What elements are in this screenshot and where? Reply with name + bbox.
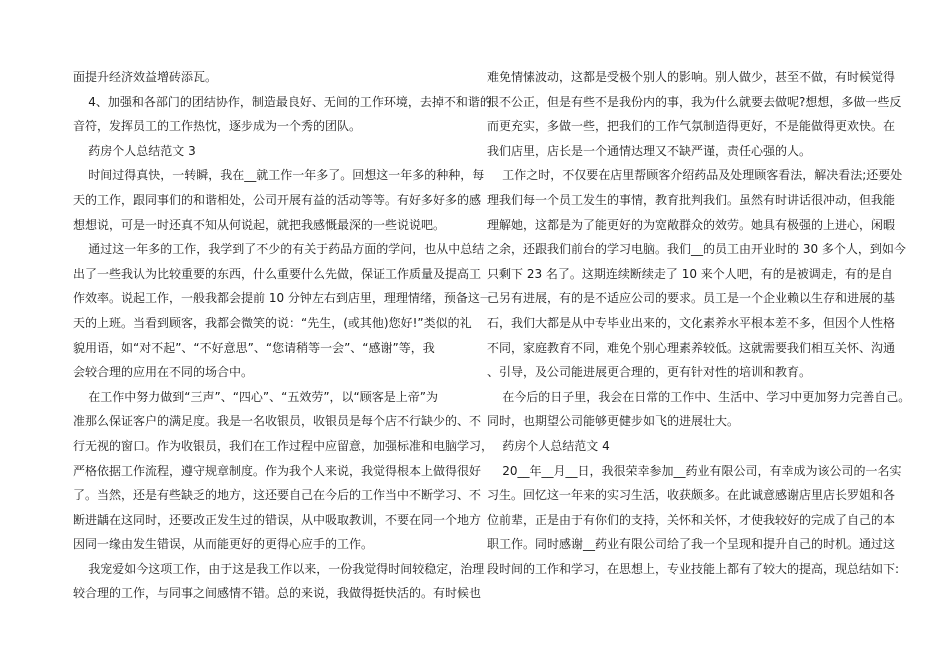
text-line: 准那么保证客户的满足度。我是一名收银员，收银员是每个店不行缺少的、不 — [73, 414, 482, 429]
text-line: 了。当然，还是有些缺乏的地方，这还要自己在今后的工作当中不断学习、不 — [73, 488, 482, 503]
text-line: 20__年__月__日，我很荣幸参加__药业有限公司，有幸成为该公司的一名实 — [487, 463, 902, 478]
text-line: 会较合理的应用在不同的场合中。 — [73, 365, 254, 380]
text-line: 之余，还跟我们前台的学习电脑。我们__的员工由开业时的 30 多个人，到如今 — [487, 242, 906, 257]
text-line: 在工作中努力做到“三声”、“四心”、“五效劳”，以“顾客是上帝”为 — [73, 389, 438, 404]
text-line: 同时，也期望公司能够更健步如飞的进展壮大。 — [487, 414, 740, 429]
text-line: 习生。回忆这一年来的实习生活，收获颇多。在此诚意感谢店里店长罗姐和各 — [487, 488, 896, 503]
text-line: 工作之时，不仅要在店里帮顾客介绍药品及处理顾客看法，解决看法;还要处 — [487, 168, 903, 183]
text-line: 己另有进展，有的是不适应公司的要求。员工是一个企业赖以生存和进展的基 — [487, 291, 896, 306]
left-text-column — [73, 65, 494, 606]
text-line: 不同，家庭教育不同，难免个别心理素养较低。这就需要我们相互关怀、沟通 — [487, 340, 896, 355]
text-line: 音符，发挥员工的工作热忱，逐步成为一个秀的团队。 — [73, 119, 362, 134]
text-line: 在今后的日子里，我会在日常的工作中、生活中、学习中更加努力完善自己。 — [487, 389, 911, 404]
text-line: 面提升经济效益增砖添瓦。 — [73, 70, 218, 84]
text-line: 只剩下 23 名了。这期连续断续走了 10 来个人吧，有的是被调走，有的是自 — [487, 266, 893, 281]
text-line: 药房个人总结范文 3 — [73, 143, 196, 158]
text-line: 很不公正，但是有些不是我份内的事，我为什么就要去做呢?想想，多做一些反 — [487, 94, 902, 109]
text-line: 想想说，可是一时还真不知从何说起，就把我感慨最深的一些说说吧。 — [73, 217, 446, 232]
text-line: 断进龋在这同时，还要改正发生过的错误，从中吸取教训，不要在同一个地方 — [73, 512, 482, 527]
text-line: 出了一些我认为比较重要的东西，什么重要什么先做，保证工作质量及提高工 — [73, 266, 482, 281]
text-line: 天的上班。当看到顾客，我都会微笑的说：“先生，(或其他)您好!”类似的礼 — [73, 315, 472, 330]
text-line: 作效率。说起工作，一般我都会提前 10 分钟左右到店里，理理情绪，预备这一 — [73, 291, 492, 306]
text-line: 严格依据工作流程，遵守规章制度。作为我个人来说，我觉得根本上做得很好 — [73, 463, 482, 478]
text-line: 理解她，这都是为了能更好的为宽敞群众的效劳。她具有极强的上进心，闲暇 — [487, 217, 896, 232]
text-line: 因同一缘由发生错误，从而能更好的更得心应手的工作。 — [73, 537, 374, 552]
right-text-column — [487, 65, 911, 581]
text-line: 药房个人总结范文 4 — [487, 438, 610, 453]
text-line: 段时间的工作和学习，在思想上，专业技能上都有了较大的提高，现总结如下: — [487, 561, 900, 576]
text-line: 位前辈，正是由于有你们的支持，关怀和关怀，才使我较好的完成了自己的本 — [487, 512, 896, 527]
text-line: 貌用语，如“对不起”、“不好意思”、“您请稍等一会”、“感谢”等，我 — [73, 340, 435, 355]
text-line: 难免情愫波动，这都是受极个别人的影响。别人做少，甚至不做，有时候觉得 — [487, 70, 896, 84]
text-line: 较合理的工作，与同事之间感情不错。总的来说，我做得挺快活的。有时候也 — [73, 586, 482, 601]
text-line: 理我们每一个员工发生的事情，教育批判我们。虽然有时讲话很冲动，但我能 — [487, 192, 896, 207]
text-line: 时间过得真快，一转瞬，我在__就工作一年多了。回想这一年多的种种，每 — [73, 168, 485, 183]
text-line: 而更充实，多做一些，把我们的工作气氛制造得更好，不是能做得更欢快。在 — [487, 119, 896, 134]
text-line: 我宠爱如今这项工作，由于这是我工作以来，一份我觉得时间较稳定，治理 — [73, 561, 485, 576]
text-line: 职工作。同时感谢__药业有限公司给了我一个呈现和提升自己的时机。通过这 — [487, 537, 896, 552]
text-line: 通过这一年多的工作，我学到了不少的有关于药品方面的学问，也从中总结 — [73, 242, 485, 257]
text-line: 天的工作，跟同事们的和谐相处，公司开展有益的活动等等。有好多好多的感 — [73, 192, 482, 207]
text-line: 石，我们大都是从中专毕业出来的，文化素养水平根本差不多，但因个人性格 — [487, 315, 896, 330]
text-line: 我们店里，店长是一个通情达理又不缺严谨，责任心强的人。 — [487, 143, 812, 158]
text-line: 4、加强和各部门的团结协作，制造最良好、无间的工作环境，去掉不和谐的 — [73, 94, 492, 109]
text-line: 行无视的窗口。作为收银员，我们在工作过程中应留意，加强标准和电脑学习， — [73, 438, 494, 453]
text-line: 、引导，及公司能进展更合理的，更有针对性的培训和教育。 — [487, 365, 812, 380]
